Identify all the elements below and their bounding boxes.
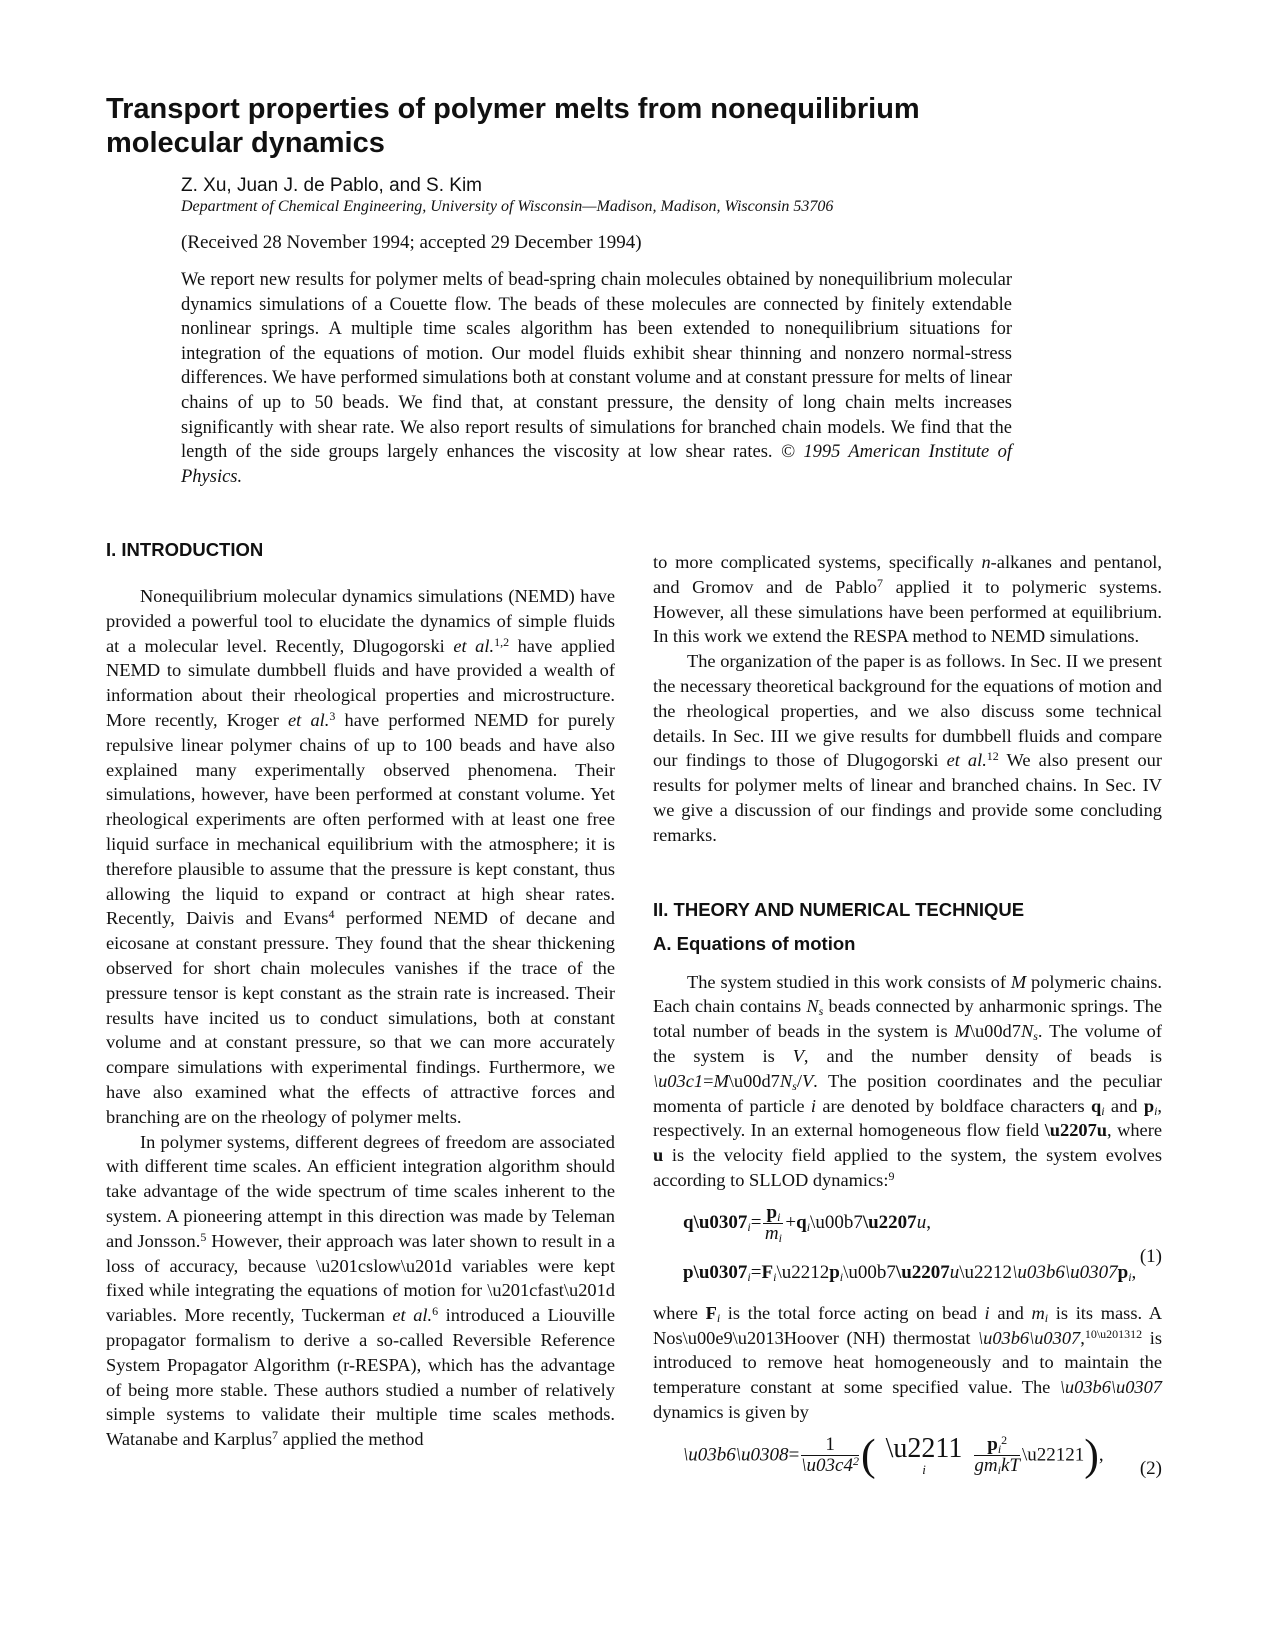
intro-paragraph-2: In polymer systems, different degrees of freedom are associated with different time scales. An efficient integration algorithm should take advantage of the wide spectrum of time scales inherent to the system. A pioneering attempt in this direction was made by Teleman and Jonsson.$^5$ However, their approach was later shown to result in a loss of accuracy, because \u201cslow\u201d variables were kept fixed while integrating the equations of motion for \u201cfast\u201d variables. More recently, Tuckerman et al.$^6$ introduced a Liouville propagator formalism to derive a so-called Reversible Reference System Propagator Algorithm (r-RESPA), which has the advantage of being more stable. These authors studied a number of relatively simple systems to validate their multiple time scales methods. Watanabe and Karplus$^7$ applied the method — [106, 1131, 615, 1450]
abstract-text: We report new results for polymer melts of bead-spring chain molecules obtained by nonequilibrium molecular dynamics simulations of a Couette flow. The beads of these molecules are connected by finitely extendable nonlinear springs. A multiple time scales algorithm has been extended to nonequilibrium situations for integration of the equations of motion. Our model fluids exhibit shear thinning and nonzero normal-stress differences. We have performed simulations both at constant volume and at constant pressure for melts of linear chains of up to 50 beads. We find that, at constant pressure, the density of long chain melts increases significantly with shear rate. We also report results of simulations for branched chain models. We find that the length of the side groups largely enhances the viscosity at low shear rates. — [181, 270, 1012, 463]
equation-1-number: (1) — [1139, 1245, 1162, 1267]
affiliation: Department of Chemical Engineering, University of Wisconsin—Madison, Madison, Wisconsin 53706 — [181, 198, 834, 215]
intro-paragraph-1: Nonequilibrium molecular dynamics simulations (NEMD) have provided a powerful tool to elucidate the dynamics of simple fluids at a molecular level. Recently, Dlugogorski et al.$^{1,2}$ have applied NEMD to simulate dumbbell fluids and have provided a wealth of information about their rheological properties and microstructure. More recently, Kroger et al.$^3$ have performed NEMD for purely repulsive linear polymer chains of up to 100 beads and have also explained many experimentally observed phenomena. Their simulations, however, have been performed at constant volume. Yet rheological experiments are often performed with at least one free liquid surface in mechanical equilibrium with the atmosphere; it is therefore plausible to assume that the pressure is kept constant, thus allowing the liquid to expand or contract at high shear rates. Recently, Daivis and Evans$^4$ performed NEMD of decane and eicosane at constant pressure. They found that the shear thickening observed for short chain molecules vanishes if the trace of the pressure tensor is kept constant as the strain rate is increased. Their results have incited us to conduct simulations, both at constant volume and at constant pressure, so that we can more accurately compare simulations with experimental findings. Furthermore, we have also examined what the effects of attractive forces and branching are on the rheology of polymer melts. — [106, 586, 616, 1127]
intro-paragraph-3: The organization of the paper is as follows. In Sec. II we present the necessary theoretical background for the equations of motion and the rheological properties, and we also discuss some technical details. In Sec. III we give results for dumbbell fluids and compare our findings to those of Dlugogorski et al.$^{12}$ We also present our results for polymer melts of linear and branched chains. In Sec. IV we give a discussion of our findings and provide some concluding remarks. — [653, 651, 1162, 845]
section-heading-theory: II. THEORY AND NUMERICAL TECHNIQUE — [653, 898, 1025, 920]
equation-1-line-2: $p\backslash u0307_i=F_i\backslash u2212p_i\backslash u00b7\backslash u2207u\backslash u2212\backslash u03b6\backslash u0307p_i$, — [683, 1261, 1137, 1284]
intro-paragraph-2-continued: to more complicated systems, specifically n-alkanes and pentanol, and Gromov and de Pablo$^7$ applied it to polymeric systems. However, all these simulations have been performed at equilibrium. In this work we extend the RESPA method to NEMD simulations. — [653, 552, 1163, 647]
right-column — [653, 550, 1162, 1513]
equation-2-line: \u03b6\u0308= $\frac{1}{\backslash u03c4^2}$ ( \u2211 i $\frac{p_i^2}{gm_ikT}$ \u22121), — [683, 1430, 1104, 1480]
equation-2-number: (2) — [1139, 1457, 1162, 1479]
abstract — [181, 268, 1012, 489]
paper-title: Transport properties of polymer melts from nonequilibrium molecular dynamics — [106, 93, 920, 159]
equation-1 — [653, 1203, 1162, 1293]
theory-paragraph-1: The system studied in this work consists of M polymeric chains. Each chain contains $N_s$ beads connected by anharmonic springs. The total number of beads in the system is $M\backslash u00d7N_s$. The volume of the system is V, and the number density of beads is $\backslash u03c1=M\backslash u00d7N_s/V$. The position coordinates and the peculiar momenta of particle i are denoted by boldface characters $q_i$ and $p_i$, respectively. In an external homogeneous flow field \u2207u, where u is the velocity field applied to the system, the system evolves according to SLLOD dynamics:$^9$ — [653, 971, 1163, 1190]
received-date: (Received 28 November 1994; accepted 29 December 1994) — [181, 232, 642, 253]
subsection-heading-equations-of-motion: A. Equations of motion — [653, 932, 856, 954]
theory-paragraph-2: where $F_i$ is the total force acting on bead i and $m_i$ is its mass. A Nos\u00e9\u2013Hoover (NH) thermostat \u03b6\u0307,$^{10\backslash u201312}$ is introduced to remove heat homogeneously and to maintain the temperature constant at some specified value. The \u03b6\u0307 dynamics is given by — [653, 1302, 1163, 1422]
copyright-notice: © 1995 American Institute of Physics. — [181, 442, 1012, 487]
left-column — [106, 539, 616, 1452]
author-list: Z. Xu, Juan J. de Pablo, and S. Kim — [181, 175, 482, 196]
equation-1-line-1: $q\backslash u0307_i=$ $\frac{p_i}{m_i}$ $+q_i\backslash u00b7\backslash u2207u$, — [683, 1201, 931, 1245]
section-heading-introduction: I. INTRODUCTION — [106, 539, 264, 560]
equation-2 — [653, 1431, 1162, 1505]
